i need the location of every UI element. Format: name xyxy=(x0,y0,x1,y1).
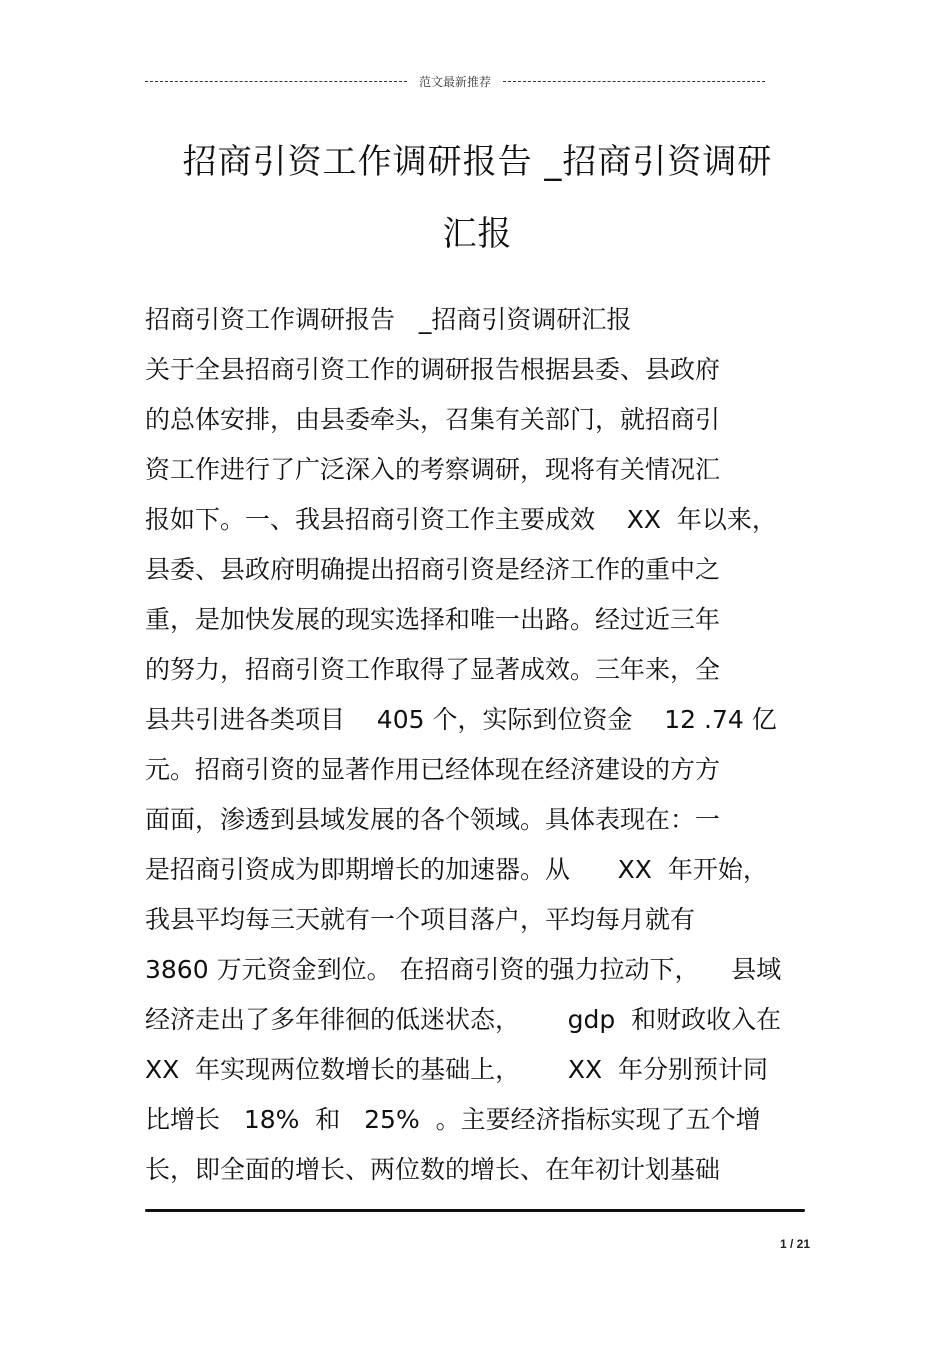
document-title xyxy=(145,126,810,270)
body-line: 的总体安排，由县委牵头，召集有关部门，就招商引 xyxy=(145,405,721,434)
body-line: 面面，渗透到县域发展的各个领域。具体表现在：一 xyxy=(145,805,721,834)
body-line: 比增长 18% 和 25% 。主要经济指标实现了五个增 xyxy=(145,1105,761,1134)
body-line: 县共引进各类项目 405 个，实际到位资金 12 .74 亿 xyxy=(145,705,777,734)
title-line-2: 汇报 xyxy=(442,214,513,254)
body-line: 县委、县政府明确提出招商引资是经济工作的重中之 xyxy=(145,555,721,584)
body-line: 招商引资工作调研报告 _招商引资调研汇报 xyxy=(145,305,632,334)
body-line: 我县平均每三天就有一个项目落户，平均每月就有 xyxy=(145,905,696,934)
body-line: 经济走出了多年徘徊的低迷状态， gdp 和财政收入在 xyxy=(145,1005,782,1034)
body-line: XX 年实现两位数增长的基础上， XX 年分别预计同 xyxy=(145,1055,768,1084)
body-text xyxy=(145,295,810,1195)
header-dash-right xyxy=(503,81,765,82)
body-line: 资工作进行了广泛深入的考察调研，现将有关情况汇 xyxy=(145,455,721,484)
page-number: 1 / 21 xyxy=(779,1237,810,1251)
page-header xyxy=(145,70,765,92)
header-label: 范文最新推荐 xyxy=(419,74,492,89)
header-dash-left xyxy=(145,81,407,82)
title-line-1: 招商引资工作调研报告 _招商引资调研 xyxy=(182,142,773,182)
body-line: 元。招商引资的显著作用已经体现在经济建设的方方 xyxy=(145,755,721,784)
body-line: 报如下。一、我县招商引资工作主要成效 XX 年以来， xyxy=(145,505,777,534)
body-line: 的努力，招商引资工作取得了显著成效。三年来，全 xyxy=(145,655,721,684)
body-line: 3860 万元资金到位。 在招商引资的强力拉动下， 县域 xyxy=(145,955,782,984)
footer-divider xyxy=(145,1209,805,1212)
body-line: 关于全县招商引资工作的调研报告根据县委、县政府 xyxy=(145,355,721,384)
body-line: 长，即全面的增长、两位数的增长、在年初计划基础 xyxy=(145,1155,721,1184)
body-line: 重，是加快发展的现实选择和唯一出路。经过近三年 xyxy=(145,605,721,634)
body-line: 是招商引资成为即期增长的加速器。从 XX 年开始， xyxy=(145,855,768,884)
